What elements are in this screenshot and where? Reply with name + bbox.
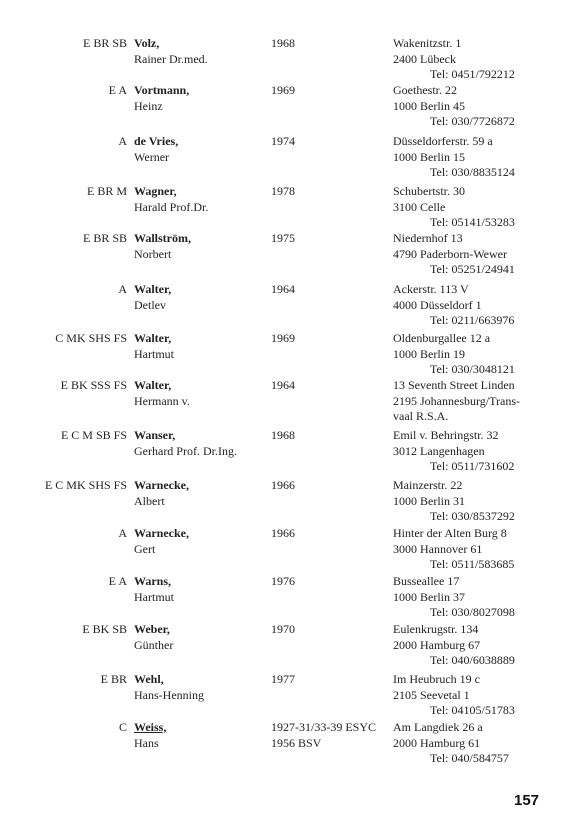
- year-line: 1968: [271, 428, 295, 442]
- membership-years: [271, 672, 399, 688]
- postal-address: [393, 574, 563, 621]
- membership-years: [271, 83, 399, 99]
- address-line: Goethestr. 22: [393, 83, 457, 97]
- telephone: Tel: 040/6038889: [430, 653, 515, 667]
- given-name: Albert: [134, 493, 165, 508]
- address-line: 3100 Celle: [393, 199, 446, 214]
- address-line: 4790 Paderborn-Wewer: [393, 246, 507, 261]
- membership-years: [271, 36, 399, 52]
- address-line: Niedernhof 13: [393, 231, 463, 245]
- postal-address: [393, 83, 563, 130]
- member-name: [134, 478, 272, 509]
- postal-address: [393, 184, 563, 231]
- telephone: Tel: 0511/731602: [430, 459, 515, 473]
- membership-codes: A: [118, 526, 127, 540]
- membership-years: [271, 231, 399, 247]
- postal-address: [393, 36, 563, 83]
- membership-codes: E BK SSS FS: [60, 378, 127, 392]
- year-line: 1976: [271, 574, 295, 588]
- member-name: [134, 184, 272, 215]
- surname: Vortmann,: [134, 83, 190, 97]
- surname: Walter,: [134, 331, 172, 345]
- address-line: 4000 Düsseldorf 1: [393, 297, 482, 312]
- membership-codes: E BR M: [86, 184, 127, 198]
- membership-years: [271, 478, 399, 494]
- member-name: [134, 622, 272, 653]
- year-line: 1975: [271, 231, 295, 245]
- address-line: 2000 Hamburg 61: [393, 735, 481, 750]
- given-name: Hans: [134, 735, 159, 750]
- surname: Weiss,: [134, 720, 167, 734]
- membership-codes: E BR: [100, 672, 127, 686]
- telephone: Tel: 0451/792212: [430, 67, 515, 81]
- membership-years: [271, 574, 399, 590]
- address-line: Schubertstr. 30: [393, 184, 465, 198]
- membership-years: [271, 331, 399, 347]
- membership-codes: E BK SB: [82, 622, 127, 636]
- year-line: 1978: [271, 184, 295, 198]
- given-name: Hermann v.: [134, 393, 190, 408]
- member-name: [134, 378, 272, 409]
- telephone: Tel: 04105/51783: [430, 703, 515, 717]
- postal-address: [393, 622, 563, 669]
- membership-years: [271, 428, 399, 444]
- year-line: 1970: [271, 622, 295, 636]
- telephone: Tel: 030/8835124: [430, 165, 515, 179]
- address-line: 3000 Hannover 61: [393, 541, 483, 556]
- member-name: [134, 282, 272, 313]
- year-line: 1968: [271, 36, 295, 50]
- surname: Volz,: [134, 36, 160, 50]
- given-name: Günther: [134, 637, 174, 652]
- telephone: Tel: 030/8537292: [430, 509, 515, 523]
- surname: Wagner,: [134, 184, 177, 198]
- membership-codes: E C M SB FS: [60, 428, 127, 442]
- year-line: 1969: [271, 331, 295, 345]
- surname: Warnecke,: [134, 478, 189, 492]
- telephone: Tel: 05251/24941: [430, 262, 515, 276]
- surname: Weber,: [134, 622, 170, 636]
- year-line: 1964: [271, 282, 295, 296]
- given-name: Detlev: [134, 297, 166, 312]
- postal-address: [393, 231, 563, 278]
- address-line: vaal R.S.A.: [393, 409, 449, 423]
- address-line: 1000 Berlin 19: [393, 346, 465, 361]
- membership-years: [271, 720, 399, 751]
- membership-years: [271, 622, 399, 638]
- member-name: [134, 428, 272, 459]
- surname: Warns,: [134, 574, 172, 588]
- address-line: 1000 Berlin 15: [393, 149, 465, 164]
- given-name: Hartmut: [134, 346, 174, 361]
- member-name: [134, 672, 272, 703]
- year-line: 1977: [271, 672, 295, 686]
- given-name: Gerhard Prof. Dr.Ing.: [134, 443, 237, 458]
- given-name: Hartmut: [134, 589, 174, 604]
- membership-years: [271, 378, 399, 394]
- membership-codes: A: [118, 282, 127, 296]
- given-name: Norbert: [134, 246, 172, 261]
- address-line: Hinter der Alten Burg 8: [393, 526, 507, 540]
- address-line: Düsseldorferstr. 59 a: [393, 134, 493, 148]
- year-line: 1969: [271, 83, 295, 97]
- membership-codes: E A: [108, 574, 127, 588]
- surname: de Vries,: [134, 134, 179, 148]
- member-name: [134, 574, 272, 605]
- address-line: 2000 Hamburg 67: [393, 637, 481, 652]
- membership-years: [271, 526, 399, 542]
- member-name: [134, 36, 272, 67]
- given-name: Heinz: [134, 98, 163, 113]
- address-line: 1000 Berlin 45: [393, 98, 465, 113]
- year-line: 1974: [271, 134, 295, 148]
- given-name: Werner: [134, 149, 170, 164]
- membership-codes: E C MK SHS FS: [44, 478, 127, 492]
- year-line: 1956 BSV: [271, 735, 322, 750]
- given-name: Hans-Henning: [134, 687, 204, 702]
- membership-codes: A: [118, 134, 127, 148]
- telephone: Tel: 0511/583685: [430, 557, 515, 571]
- address-line: Oldenburgallee 12 a: [393, 331, 491, 345]
- membership-years: [271, 184, 399, 200]
- address-line: Ackerstr. 113 V: [393, 282, 469, 296]
- member-name: [134, 331, 272, 362]
- address-line: Busseallee 17: [393, 574, 460, 588]
- page-number: 157: [514, 792, 540, 809]
- postal-address: [393, 428, 563, 475]
- membership-codes: C MK SHS FS: [55, 331, 127, 345]
- address-line: 1000 Berlin 37: [393, 589, 465, 604]
- postal-address: [393, 672, 563, 719]
- address-line: Eulenkrugstr. 134: [393, 622, 479, 636]
- address-line: Am Langdiek 26 a: [393, 720, 483, 734]
- membership-years: [271, 134, 399, 150]
- member-name: [134, 134, 272, 165]
- member-name: [134, 83, 272, 114]
- given-name: Rainer Dr.med.: [134, 51, 208, 66]
- telephone: Tel: 040/584757: [430, 751, 509, 765]
- year-line: 1964: [271, 378, 295, 392]
- address-line: Emil v. Behringstr. 32: [393, 428, 499, 442]
- year-line: 1927-31/33-39 ESYC: [271, 720, 376, 734]
- address-line: Im Heubruch 19 c: [393, 672, 480, 686]
- telephone: Tel: 0211/663976: [430, 313, 515, 327]
- address-line: 3012 Langenhagen: [393, 443, 485, 458]
- surname: Wallström,: [134, 231, 191, 245]
- membership-codes: E BR SB: [82, 36, 127, 50]
- address-line: 1000 Berlin 31: [393, 493, 465, 508]
- membership-codes: C: [118, 720, 127, 734]
- address-line: 2195 Johannesburg/Trans-: [393, 393, 521, 408]
- membership-codes: E A: [108, 83, 127, 97]
- surname: Warnecke,: [134, 526, 189, 540]
- year-line: 1966: [271, 478, 295, 492]
- postal-address: [393, 526, 563, 573]
- member-name: [134, 720, 272, 751]
- postal-address: [393, 378, 563, 425]
- member-name: [134, 526, 272, 557]
- address-line: Wakenitzstr. 1: [393, 36, 462, 50]
- address-line: 13 Seventh Street Linden: [393, 378, 515, 392]
- postal-address: [393, 478, 563, 525]
- telephone: Tel: 05141/53283: [430, 215, 515, 229]
- postal-address: [393, 720, 563, 767]
- postal-address: [393, 282, 563, 329]
- surname: Walter,: [134, 282, 172, 296]
- postal-address: [393, 331, 563, 378]
- telephone: Tel: 030/8027098: [430, 605, 515, 619]
- address-line: Mainzerstr. 22: [393, 478, 463, 492]
- surname: Wehl,: [134, 672, 164, 686]
- telephone: Tel: 030/3048121: [430, 362, 515, 376]
- address-line: 2105 Seevetal 1: [393, 687, 470, 702]
- address-line: 2400 Lübeck: [393, 51, 456, 66]
- postal-address: [393, 134, 563, 181]
- membership-years: [271, 282, 399, 298]
- year-line: 1966: [271, 526, 295, 540]
- membership-codes: E BR SB: [82, 231, 127, 245]
- given-name: Harald Prof.Dr.: [134, 199, 209, 214]
- surname: Walter,: [134, 378, 172, 392]
- given-name: Gert: [134, 541, 156, 556]
- telephone: Tel: 030/7726872: [430, 114, 515, 128]
- surname: Wanser,: [134, 428, 176, 442]
- member-name: [134, 231, 272, 262]
